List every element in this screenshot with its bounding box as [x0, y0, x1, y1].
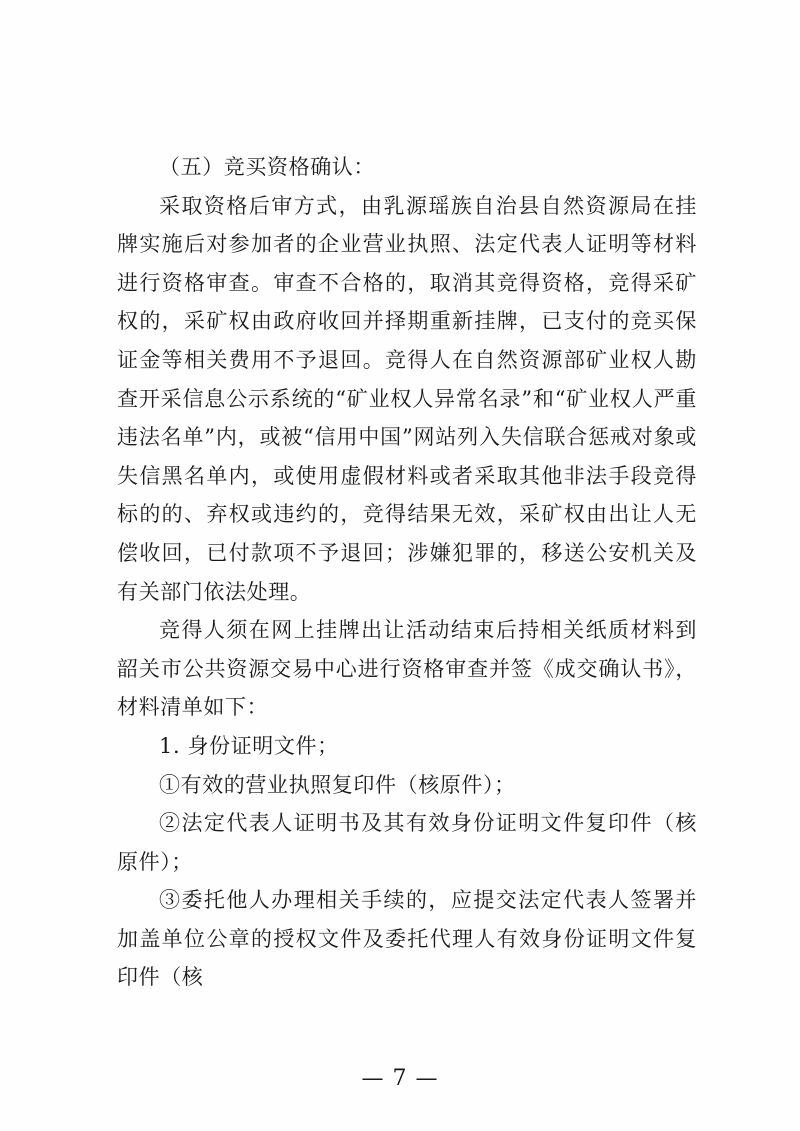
- section-heading: （五）竞买资格确认：: [159, 155, 375, 179]
- list-item-authorization: ③委托他人办理相关手续的，应提交法定代表人签署并加盖单位公章的授权文件及委托代理人有效身份证明文件复印件（核: [117, 888, 697, 990]
- list-item-legal-representative: ②法定代表人证明书及其有效身份证明文件复印件（核原件）；: [117, 811, 697, 874]
- list-item-business-license: ①有效的营业执照复印件（核原件）；: [159, 772, 516, 797]
- document-body: [117, 148, 697, 997]
- paragraph-materials-intro: 竞得人须在网上挂牌出让活动结束后持相关纸质材料到韶关市公共资源交易中心进行资格审查并签《成交确认书》，材料清单如下：: [117, 618, 697, 720]
- page-number: — 7 —: [361, 1066, 439, 1091]
- paragraph-qualification-review: 采取资格后审方式，由乳源瑶族自治县自然资源局在挂牌实施后对参加者的企业营业执照、法定代表人证明等材料进行资格审查。审查不合格的，取消其竞得资格，竞得采矿权的，采矿权由政府收回并择期重新挂牌，已支付的竞买保证金等相关费用不予退回。竞得人在自然资源部矿业权人勘查开采信息公示系统的“矿业权人异常名录”和“矿业权人严重违法名单”内，或被“信用中国”网站列入失信联合惩戒对象或失信黑名单内，或使用虚假材料或者采取其他非法手段竞得标的的、弃权或违约的，竞得结果无效，采矿权由出让人无偿收回，已付款项不予退回；涉嫌犯罪的，移送公安机关及有关部门依法处理。: [117, 193, 697, 604]
- list-item-identity-documents: 1. 身份证明文件；: [159, 733, 339, 758]
